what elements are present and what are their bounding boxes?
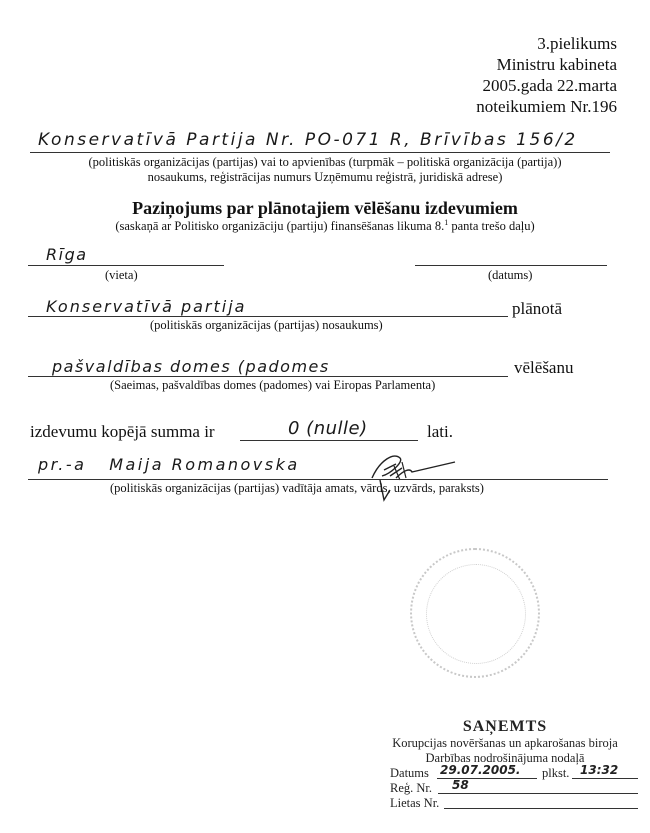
received-time-label: plkst. [542, 766, 570, 780]
received-reg-value[interactable]: 58 [452, 778, 469, 792]
signatory-field-line [28, 479, 608, 480]
received-case-label: Lietas Nr. [390, 796, 440, 810]
amount-suffix: lati. [427, 422, 453, 441]
annex-line-1: 3.pielikums [537, 34, 617, 53]
date-caption: (datums) [488, 268, 533, 282]
received-date-value[interactable]: 29.07.2005. [440, 763, 521, 777]
received-stamp-case-row [380, 796, 650, 811]
organization-field-value[interactable]: Konservatīvā Partija Nr. PO-071 R, Brīvības 156/2 [38, 130, 578, 150]
round-seal-stamp [410, 548, 540, 678]
document-subtitle [0, 218, 650, 234]
received-stamp-org-line-2: Darbības nodrošinājuma nodaļā [425, 751, 585, 765]
received-stamp [380, 718, 650, 811]
annex-reference [476, 33, 617, 117]
received-time-value[interactable]: 13:32 [580, 763, 619, 777]
received-stamp-date-row [380, 763, 650, 781]
annex-line-3: 2005.gada 22.marta [482, 76, 617, 95]
signature-mark-icon [360, 440, 470, 510]
place-caption: (vieta) [105, 268, 138, 282]
signatory-field-value[interactable]: pr.-a Maija Romanovska [38, 455, 300, 474]
party-name-suffix: plānotā [512, 299, 563, 318]
party-name-caption: (politiskās organizācijas (partijas) nosaukums) [150, 318, 383, 332]
election-field-value[interactable]: pašvaldības domes (padomes [52, 357, 330, 376]
organization-caption-1: (politiskās organizācijas (partijas) vai to apvienības (turpmāk – politiskā organizācija (partija)) [88, 155, 562, 169]
annex-line-2: Ministru kabineta [496, 55, 617, 74]
received-time-line [572, 778, 638, 779]
organization-field-line [30, 152, 610, 153]
received-stamp-reg-row [380, 778, 650, 796]
received-stamp-title: SAŅEMTS [462, 718, 548, 735]
party-name-field-line [28, 316, 508, 317]
election-field-line [28, 376, 508, 377]
date-field-line [415, 265, 607, 266]
received-reg-label: Reģ. Nr. [390, 781, 433, 795]
signatory-caption: (politiskās organizācijas (partijas) vadītāja amats, vārds, uzvārds, paraksts) [110, 481, 484, 495]
received-reg-line [438, 793, 638, 794]
amount-label: izdevumu kopējā summa ir [30, 422, 215, 441]
subtitle-text-end: panta trešo daļu) [448, 219, 535, 234]
organization-caption-2: nosaukums, reģistrācijas numurs Uzņēmumu reģistrā, juridiskā adrese) [147, 170, 503, 184]
election-caption: (Saeimas, pašvaldības domes (padomes) vai Eiropas Parlamenta) [110, 378, 436, 392]
subtitle-superscript: 1 [444, 218, 449, 227]
received-date-label: Datums [390, 766, 429, 780]
party-name-field-value[interactable]: Konservatīvā partija [46, 297, 247, 316]
annex-line-4: noteikumiem Nr.196 [476, 97, 617, 116]
amount-field-value[interactable]: 0 (nulle) [288, 418, 368, 439]
document-title: Paziņojums par plānotajiem vēlēšanu izdevumiem [132, 198, 518, 218]
received-case-line [444, 808, 638, 809]
place-field-line [28, 265, 224, 266]
election-suffix: vēlēšanu [514, 358, 574, 377]
place-field-value[interactable]: Rīga [46, 245, 88, 264]
subtitle-text: (saskaņā ar Politisko organizāciju (partiju) finansēšanas likuma 8. [115, 219, 445, 234]
received-stamp-org-line-1: Korupcijas novēršanas un apkarošanas biroja [392, 736, 618, 750]
